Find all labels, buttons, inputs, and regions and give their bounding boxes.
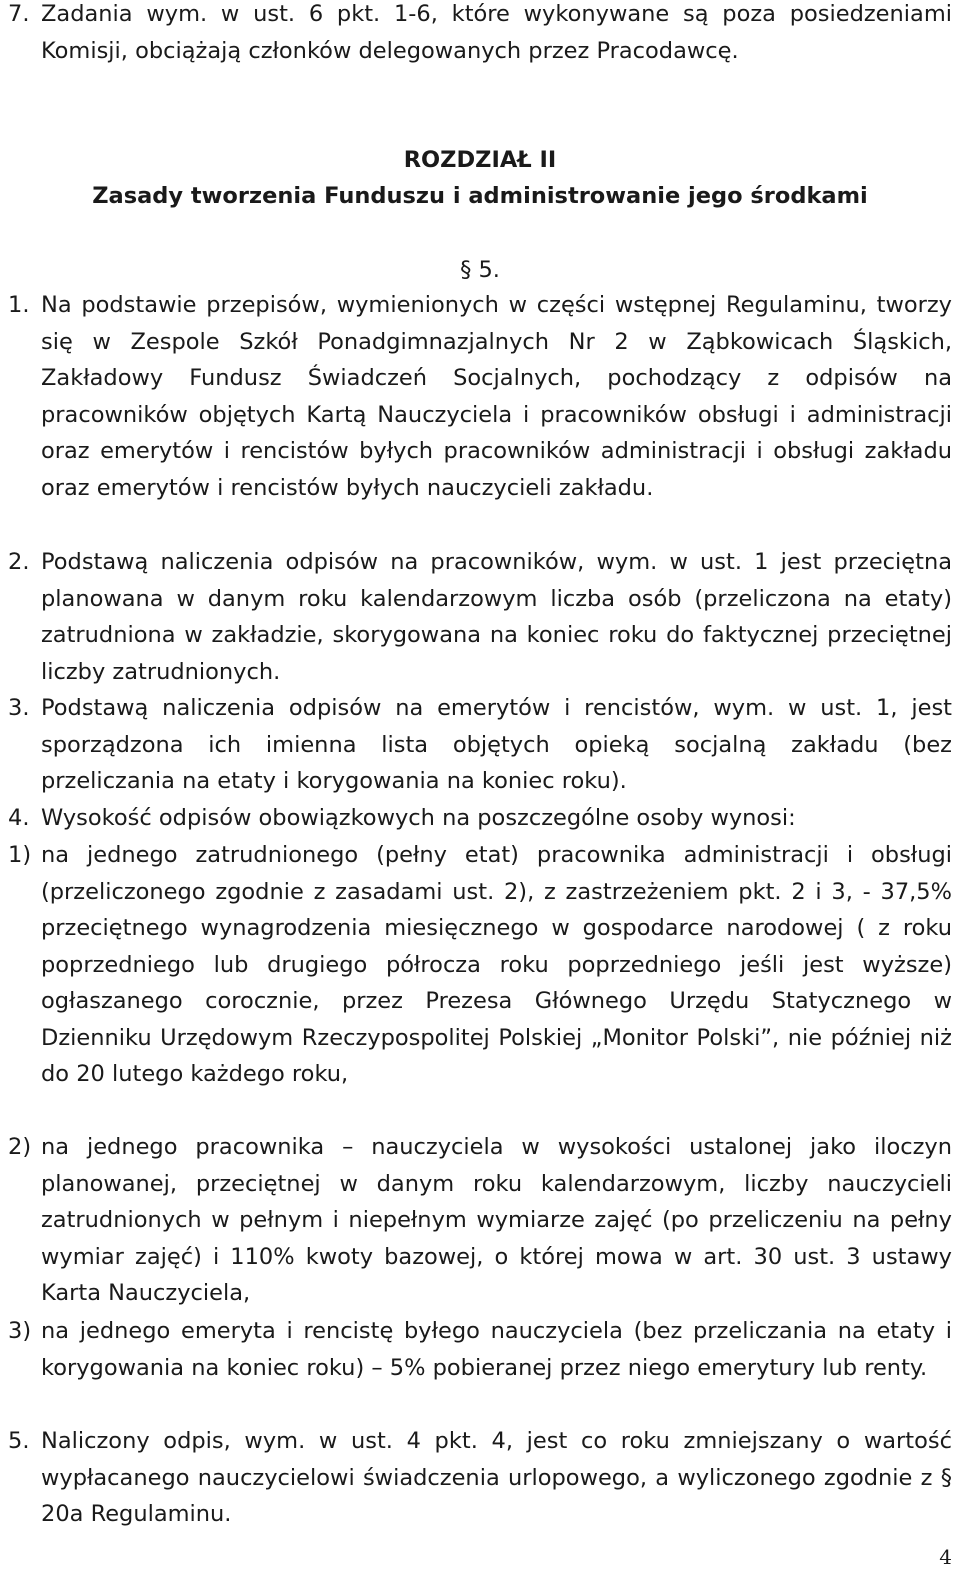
paragraph-number: 2. bbox=[8, 549, 30, 575]
paragraph-number: 7. bbox=[8, 1, 30, 27]
paragraph-3 bbox=[8, 690, 952, 800]
paragraph-text: Naliczony odpis, wym. w ust. 4 pkt. 4, jest co roku zmniejszany o wartość wypłacanego nauczycielowi świadczenia urlopowego, a wyliczonego zgodnie z § 20a Regulaminu. bbox=[41, 1428, 952, 1527]
chapter-title: ROZDZIAŁ II bbox=[403, 147, 557, 173]
subpoint-number: 1) bbox=[8, 842, 32, 868]
paragraph-text: Na podstawie przepisów, wymienionych w części wstępnej Regulaminu, tworzy się w Zespole Szkół Ponadgimnazjalnych Nr 2 w Ząbkowicach Śląskich, Zakładowy Fundusz Świadczeń Socjalnych, pochodzący z odpisów na pracowników objętych Kartą Nauczyciela i pracowników obsługi i administracji oraz emerytów i rencistów byłych pracowników administracji i obsługi zakładu oraz emerytów i rencistów byłych nauczycieli zakładu. bbox=[41, 292, 952, 501]
paragraph-number: 5. bbox=[8, 1428, 30, 1454]
subpoint-2 bbox=[8, 1129, 952, 1312]
paragraph-text: Wysokość odpisów obowiązkowych na poszczególne osoby wynosi: bbox=[41, 805, 796, 831]
subpoint-3 bbox=[8, 1313, 952, 1386]
paragraph-5 bbox=[8, 1423, 952, 1533]
page-number: 4 bbox=[939, 1545, 952, 1569]
paragraph-4 bbox=[8, 800, 952, 837]
subpoint-number: 3) bbox=[8, 1318, 32, 1344]
subpoint-number: 2) bbox=[8, 1134, 32, 1160]
subpoint-text: na jednego emeryta i rencistę byłego nauczyciela (bez przeliczania na etaty i korygowania na koniec roku) – 5% pobieranej przez niego emerytury lub renty. bbox=[41, 1318, 952, 1381]
section-mark: § 5. bbox=[460, 257, 500, 283]
subpoint-text: na jednego pracownika – nauczyciela w wysokości ustalonej jako iloczyn planowanej, przeciętnej w danym roku kalendarzowym, liczby nauczycieli zatrudnionych w pełnym i niepełnym wymiarze zajęć (po przeliczeniu na pełny wymiar zajęć) i 110% kwoty bazowej, o której mowa w art. 30 ust. 3 ustawy Karta Nauczyciela, bbox=[41, 1134, 952, 1306]
paragraph-7 bbox=[8, 0, 952, 69]
subpoint-1 bbox=[8, 837, 952, 1093]
paragraph-text: Podstawą naliczenia odpisów na pracowników, wym. w ust. 1 jest przeciętna planowana w danym roku kalendarzowym liczba osób (przeliczona na etaty) zatrudniona w zakładzie, skorygowana na koniec roku do faktycznej przeciętnej liczby zatrudnionych. bbox=[41, 549, 952, 685]
paragraph-text: Podstawą naliczenia odpisów na emerytów i rencistów, wym. w ust. 1, jest sporządzona ich imienna lista objętych opieką socjalną zakładu (bez przeliczania na etaty i korygowania na koniec roku). bbox=[41, 695, 952, 794]
paragraph-1 bbox=[8, 287, 952, 506]
chapter-subtitle: Zasady tworzenia Funduszu i administrowanie jego środkami bbox=[92, 183, 868, 209]
paragraph-2 bbox=[8, 544, 952, 690]
paragraph-number: 3. bbox=[8, 695, 30, 721]
paragraph-number: 1. bbox=[8, 292, 30, 318]
subpoint-text: na jednego zatrudnionego (pełny etat) pracownika administracji i obsługi (przeliczonego zgodnie z zasadami ust. 2), z zastrzeżeniem pkt. 2 i 3, - 37,5% przeciętnego wynagrodzenia miesięcznego w gospodarce narodowej ( z roku poprzedniego lub drugiego półrocza roku poprzedniego jeśli jest wyższe) ogłaszanego corocznie, przez Prezesa Głównego Urzędu Statycznego w Dzienniku Urzędowym Rzeczypospolitej Polskiej „Monitor Polski”, nie później niż do 20 lutego każdego roku, bbox=[41, 842, 952, 1087]
paragraph-text: Zadania wym. w ust. 6 pkt. 1-6, które wykonywane są poza posiedzeniami Komisji, obciążają członków delegowanych przez Pracodawcę. bbox=[41, 1, 952, 64]
paragraph-number: 4. bbox=[8, 805, 30, 831]
